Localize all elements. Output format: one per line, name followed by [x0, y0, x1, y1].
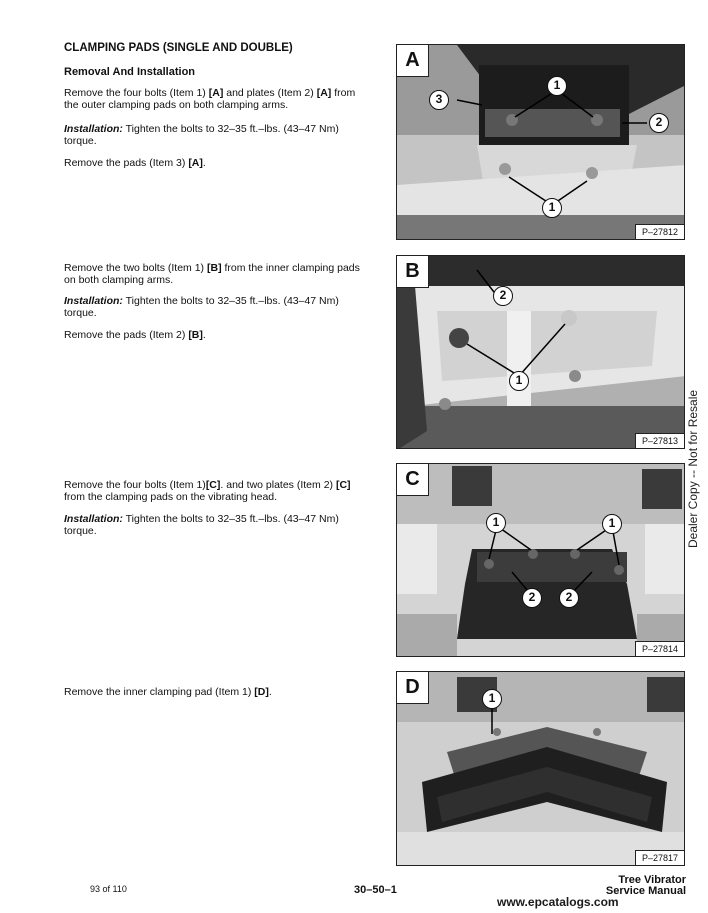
figure-c-photo [397, 464, 685, 657]
figure-b-photo [397, 256, 685, 449]
figure-b-callout: 1 [509, 371, 529, 391]
step-a-installation: Installation: Tighten the bolts to 32–35 ft.–lbs. (43–47 Nm) torque. [64, 123, 339, 147]
page-count: 93 of 110 [90, 884, 127, 894]
figure-a-callout: 1 [547, 76, 567, 96]
figure-c-callout: 1 [486, 513, 506, 533]
step-b-installation: Installation: Tighten the bolts to 32–35 ft.–lbs. (43–47 Nm) torque. [64, 295, 339, 319]
figure-c-callout: 2 [559, 588, 579, 608]
figure-d [396, 671, 685, 866]
figure-a-photo-number: P–27812 [635, 224, 684, 239]
manual-title-line2: Service Manual [605, 885, 686, 897]
figure-c-photo-number: P–27814 [635, 641, 684, 656]
section-subtitle: Removal And Installation [64, 66, 196, 78]
figure-b-photo-number: P–27813 [635, 433, 684, 448]
figure-d-letter: D [397, 672, 429, 704]
figure-a-callout: 1 [542, 198, 562, 218]
figure-c-letter: C [397, 464, 429, 496]
section-code: 30–50–1 [354, 884, 397, 896]
step-a-remove-pads: Remove the pads (Item 3) [A]. [64, 157, 206, 169]
step-b-remove-bolts: Remove the two bolts (Item 1) [B] from the inner clamping pads on both clamping arms. [64, 262, 360, 286]
figure-a-callout: 2 [649, 113, 669, 133]
figure-b-letter: B [397, 256, 429, 288]
figure-a-callout: 3 [429, 90, 449, 110]
step-c-remove-bolts: Remove the four bolts (Item 1)[C]. and two plates (Item 2) [C] from the clamping pads on the vibrating head. [64, 479, 351, 503]
figure-d-photo-number: P–27817 [635, 850, 684, 865]
dealer-copy-watermark: Dealer Copy -- Not for Resale [686, 389, 700, 548]
step-b-remove-pads: Remove the pads (Item 2) [B]. [64, 329, 206, 341]
figure-a [396, 44, 685, 240]
step-a-remove-bolts: Remove the four bolts (Item 1) [A] and plates (Item 2) [A] from the outer clamping pads on both clamping arms. [64, 87, 356, 111]
step-c-installation: Installation: Tighten the bolts to 32–35 ft.–lbs. (43–47 Nm) torque. [64, 513, 339, 537]
figure-d-callout: 1 [482, 689, 502, 709]
manual-title [606, 875, 686, 897]
figure-d-photo [397, 672, 685, 866]
site-url[interactable]: www.epcatalogs.com [497, 895, 619, 909]
step-d-remove-pad: Remove the inner clamping pad (Item 1) [D]. [64, 686, 272, 698]
figure-b-callout: 2 [493, 286, 513, 306]
figure-b [396, 255, 685, 449]
figure-a-letter: A [397, 45, 429, 77]
page-title: CLAMPING PADS (SINGLE AND DOUBLE) [64, 42, 293, 54]
manual-title-line1: Tree Vibrator [618, 874, 686, 886]
figure-c-callout: 1 [602, 514, 622, 534]
figure-c [396, 463, 685, 657]
figure-c-callout: 2 [522, 588, 542, 608]
figure-a-photo [397, 45, 685, 240]
